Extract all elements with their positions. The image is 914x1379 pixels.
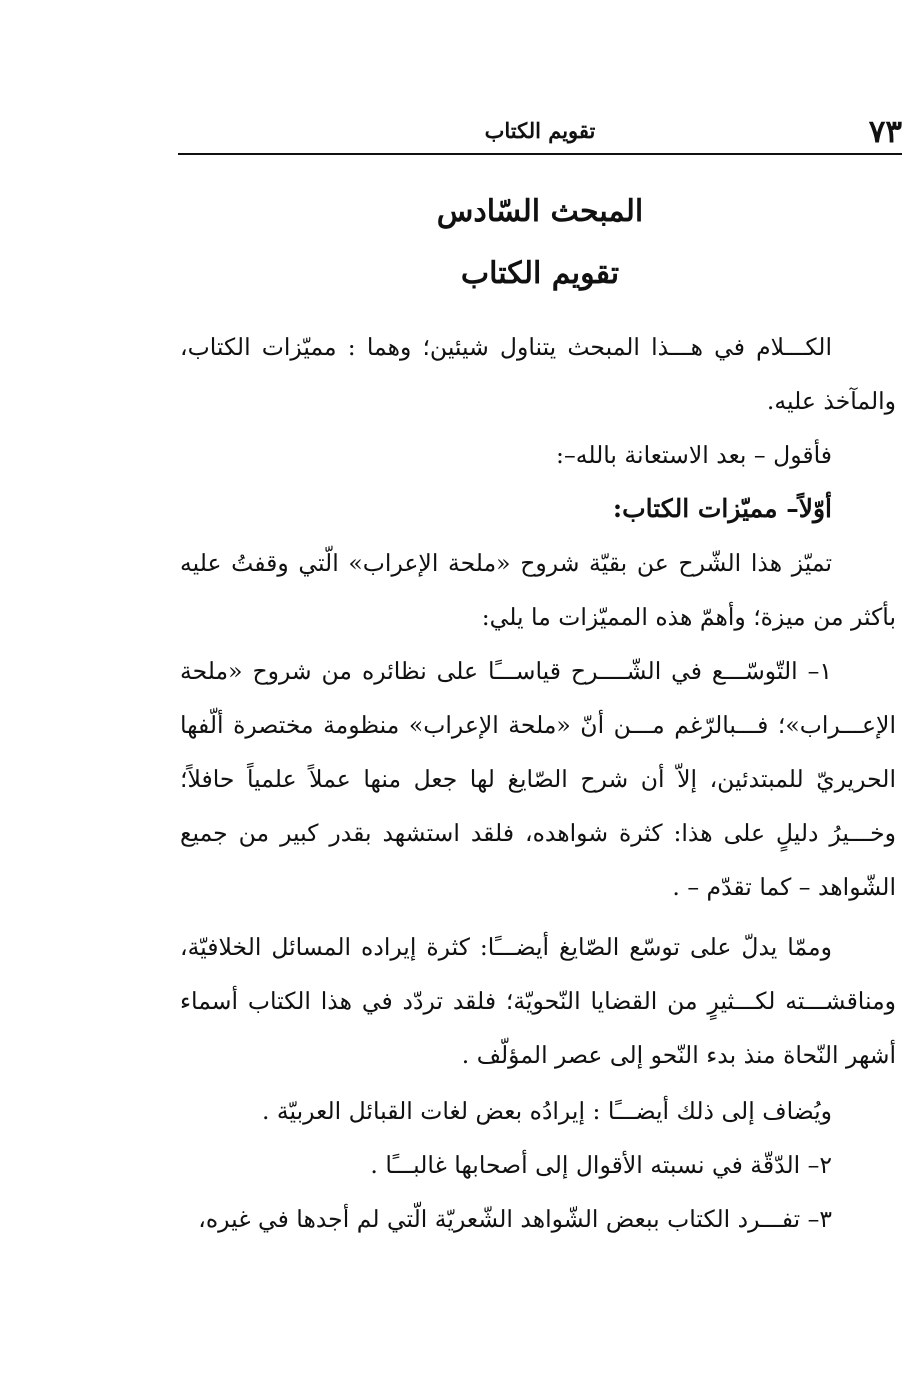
- body-text: [180, 320, 896, 1246]
- paragraph-opening: فأقول – بعد الاستعانة بالله–:: [556, 441, 832, 469]
- section-title: تقويم الكتاب: [460, 256, 620, 291]
- paragraph-features-intro: تميّز هذا الشّرح عن بقيّة شروح «ملحة الإعراب» الّتي وقفتُ عليه بأكثر من ميزة؛ وأهمّ هذه المميّزات ما يلي:: [180, 549, 896, 631]
- subheading-features: أوّلاً– مميّزات الكتاب:: [612, 494, 832, 523]
- header-rule: [178, 153, 902, 155]
- paragraph-expansion: وممّا يدلّ على توسّع الصّايغ أيضـــًا: كثرة إيراده المسائل الخلافيّة، ومناقشـــته لكـــثيرٍ من القضايا النّحويّة؛ فلقد تردّد في هذا الكتاب أسماء أشهر النّحاة منذ بدء النّحو إلى عصر المؤلّف .: [180, 933, 896, 1069]
- paragraph-point-3: ٣– تفـــرد الكتاب ببعض الشّواهد الشّعريّة الّتي لم أجدها في غيره،: [198, 1205, 832, 1233]
- paragraph-intro: الكـــلام في هـــذا المبحث يتناول شيئين؛ وهما : مميّزات الكتاب، والمآخذ عليه.: [180, 333, 896, 415]
- running-title: تقويم الكتاب: [484, 118, 596, 143]
- page-number: ٧٣: [868, 114, 902, 150]
- running-header: [178, 112, 902, 152]
- paragraph-point-2: ٢– الدّقّة في نسبته الأقوال إلى أصحابها غالبـــًا .: [370, 1151, 832, 1179]
- paragraph-dialects: ويُضاف إلى ذلك أيضـــًا : إيرادُه بعض لغات القبائل العربيّة .: [261, 1097, 832, 1125]
- section-heading: المبحث السّادس: [436, 194, 644, 229]
- paragraph-point-1: ١– التّوسّـــع في الشّــــرح قياســـًا على نظائره من شروح «ملحة الإعـــراب»؛ فـــبالرّغم مـــن أنّ «ملحة الإعراب» منظومة مختصرة ألّفها الحريريّ للمبتدئين، إلاّ أن شرح الصّايغ لها جعل منها عملاً علمياً حافلاً؛ وخـــيرُ دليلٍ على هذا: كثرة شواهده، فلقد استشهد بقدر كبير من جميع الشّواهد – كما تقدّم – .: [180, 657, 896, 901]
